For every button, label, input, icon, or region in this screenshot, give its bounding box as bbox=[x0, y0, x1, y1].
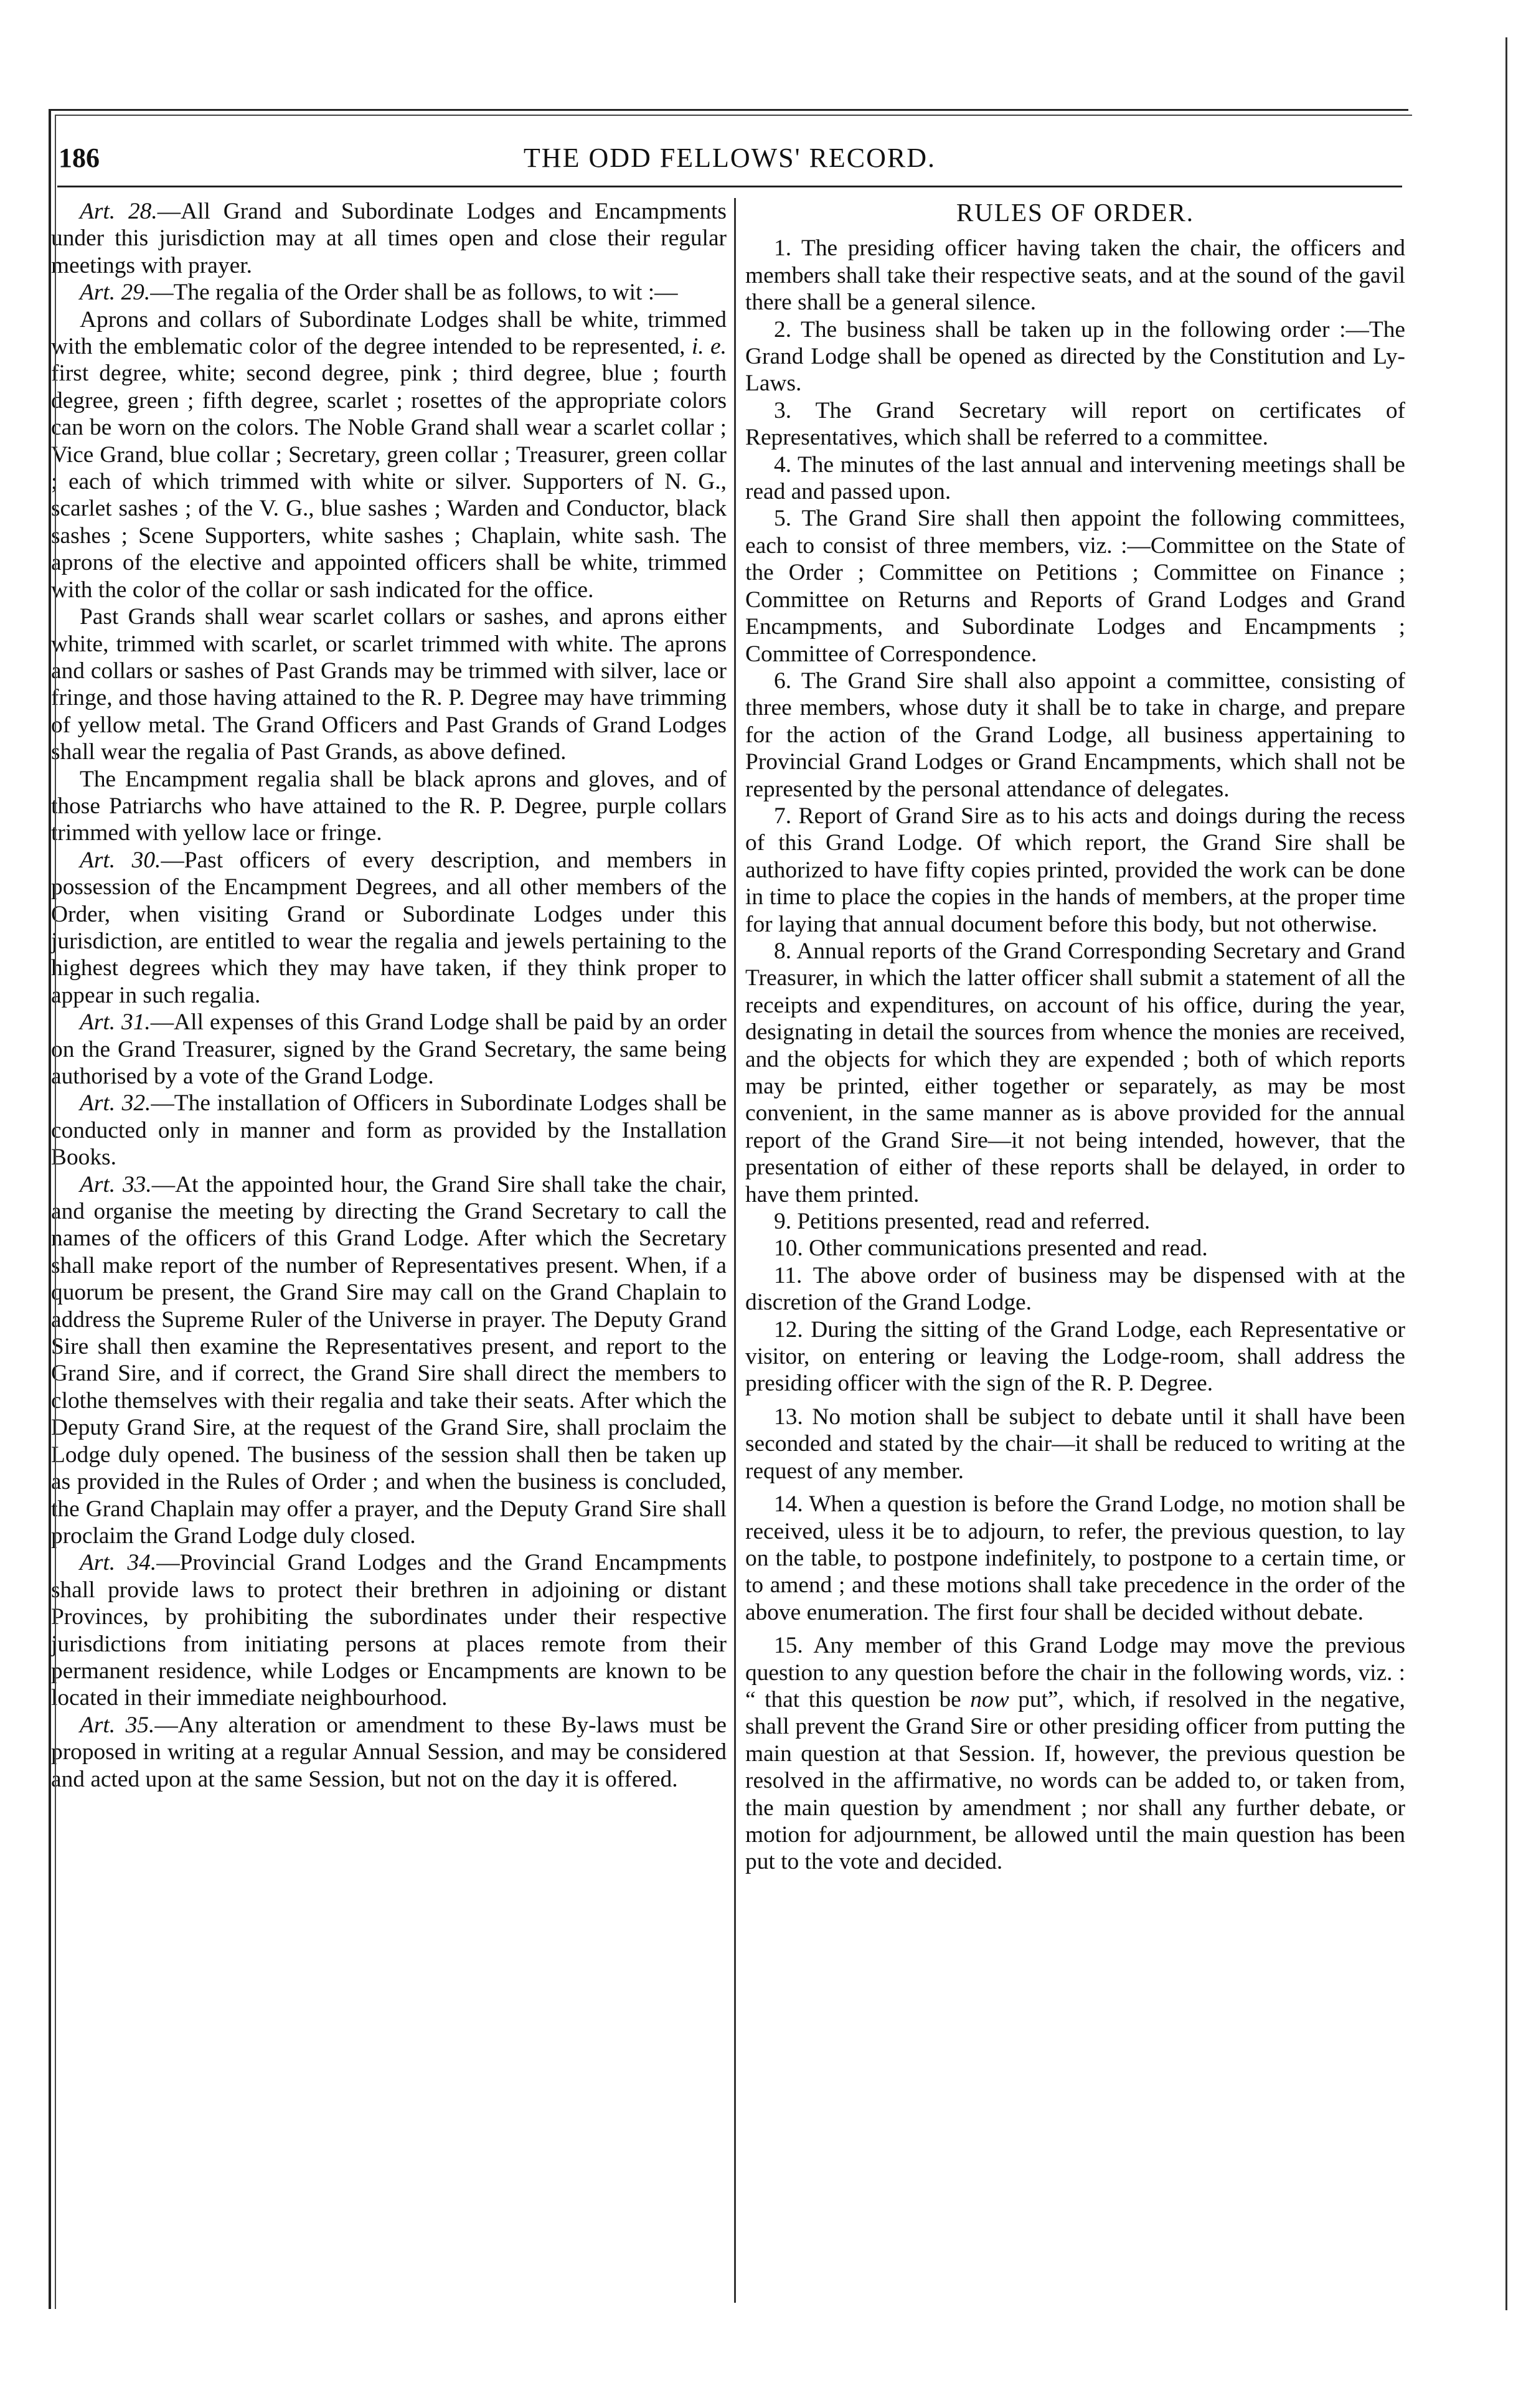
rule-6: 6. The Grand Sire shall also appoint a committee, consisting of three members, whose duty it shall be to take in charge, and prepare for the action of the Grand Lodge, all business appertaining to Provincial Grand Lodges or Grand Encampments, which shall not be represented by the personal attendance of delegates. bbox=[745, 668, 1405, 802]
left-column bbox=[51, 198, 727, 2290]
rule-15 bbox=[745, 1632, 1405, 1876]
article-text: —The regalia of the Order shall be as follows, to wit :— bbox=[150, 280, 678, 306]
rule-text: 15. Any member of this Grand Lodge may move the previous question to any question before the chair in the following words, viz. : “ that this question be bbox=[745, 1633, 1405, 1712]
column-divider bbox=[734, 198, 736, 2303]
article-34 bbox=[51, 1549, 727, 1711]
rule-5: 5. The Grand Sire shall then appoint the following committees, each to consist of three members, viz. :—Committee on the State of the Order ; Committee on Petitions ; Committee on Finance ; Committee on Returns and Reports of Grand Lodges and Grand Encampments, and Subordinate Lodges and Encampments ; Committee of Correspondence. bbox=[745, 506, 1405, 667]
article-label: Art. 31. bbox=[80, 1009, 151, 1036]
rule-10: 10. Other communications presented and read. bbox=[774, 1235, 1208, 1262]
article-28 bbox=[51, 198, 727, 279]
article-35 bbox=[51, 1712, 727, 1793]
rule-text: put”, which, if resolved in the negative, shall prevent the Grand Sire or other presiding officer from putting the main question at that Session. If, however, the previous question be resolved in the affirmative, no words can be added to, or taken from, the main question by amendment ; nor shall any further debate, or motion for adjournment, be allowed until the main question has been put to the vote and decided. bbox=[745, 1686, 1405, 1875]
article-text: —Provincial Grand Lodges and the Grand Encampments shall provide laws to protect their brethren in adjoining or distant Provinces, by prohibiting the subordinates under their respective jurisdictions from initiating persons at places remote from their permanent residence, while Lodges or Encampments are known to be located in their immediate neighbourhood. bbox=[51, 1550, 727, 1711]
article-text: —The installation of Officers in Subordinate Lodges shall be conducted only in manner and form as provided by the Installation Books. bbox=[51, 1090, 727, 1171]
rule-14: 14. When a question is before the Grand Lodge, no motion shall be received, uless it be to adjourn, to refer, the previous question, to lay on the table, to postpone indefinitely, to postpone to a certain time, or to amend ; and these motions shall take precedence in the order of the above enumeration. The first four shall be decided without debate. bbox=[745, 1491, 1405, 1625]
article-31 bbox=[51, 1009, 727, 1090]
rule-7: 7. Report of Grand Sire as to his acts and doings during the recess of this Grand Lodge. Of which report, the Grand Sire shall be authorized to have fifty copies printed, provided the work can be done in time to place the copies in the hands of members, at the proper time for laying that annual document before this body, but not otherwise. bbox=[745, 803, 1405, 937]
ie-abbreviation: i. e. bbox=[691, 334, 727, 360]
article-label: Art. 35. bbox=[80, 1712, 155, 1738]
right-page-edge bbox=[1505, 37, 1507, 2310]
article-text: —At the appointed hour, the Grand Sire shall take the chair, and organise the meeting by directing the Grand Secretary to call the names of the officers of this Grand Lodge. After which the Secretary shall make report of the number of Representatives present. When, if a quorum be present, the Grand Sire may call on the Grand Chaplain to address the Supreme Ruler of the Universe in prayer. The Deputy Grand Sire shall then examine the Representatives present, and report to the Grand Sire, and if correct, the Grand Sire shall direct the members to clothe themselves with their regalia and take their seats. After which the Deputy Grand Sire, at the request of the Grand Sire, shall proclaim the Lodge duly opened. The business of the session shall then be taken up as provided in the Rules of Order ; and when the business is concluded, the Grand Chaplain may offer a prayer, and the Deputy Grand Sire shall proclaim the Grand Lodge duly closed. bbox=[51, 1171, 727, 1549]
article-29 bbox=[51, 279, 727, 306]
article-label: Art. 33. bbox=[80, 1171, 152, 1197]
rule-3: 3. The Grand Secretary will report on certificates of Representatives, which shall be referred to a committee. bbox=[745, 397, 1405, 451]
right-column bbox=[745, 198, 1405, 2290]
article-text: —Any alteration or amendment to these By-laws must be proposed in writing at a regular Annual Session, and may be considered and acted upon at the same Session, but not on the day it is offered. bbox=[51, 1712, 727, 1792]
paragraph-text: first degree, white; second degree, pink ; third degree, blue ; fourth degree, green ; fifth degree, scarlet ; rosettes of the appropriate colors can be worn on the colors. The Noble Grand shall wear a scarlet collar ; Vice Grand, blue collar ; Secretary, green collar ; Treasurer, green collar ; each of which trimmed with white or silver. Supporters of N. G., scarlet sashes ; of the V. G., blue sashes ; Warden and Conductor, black sashes ; Scene Supporters, white sashes ; Chaplain, white sash. The aprons of the elective and appointed officers shall be white, trimmed with the color of the collar or sash indicated for the office. bbox=[51, 361, 727, 603]
rule-1: 1. The presiding officer having taken the chair, the officers and members shall take their respective seats, and at the sound of the gavil there shall be a general silence. bbox=[745, 235, 1405, 316]
article-32 bbox=[51, 1090, 727, 1171]
article-label: Art. 28. bbox=[80, 199, 158, 224]
rule-11: 11. The above order of business may be dispensed with at the discretion of the Grand Lodge. bbox=[745, 1262, 1405, 1316]
regalia-past-grands-paragraph: Past Grands shall wear scarlet collars or sashes, and aprons either white, trimmed with scarlet, or scarlet trimmed with white. The aprons and collars or sashes of Past Grands may be trimmed with silver, lace or fringe, and those having attained to the R. P. Degree may have trimming of yellow metal. The Grand Officers and Past Grands of Grand Lodges shall wear the regalia of Past Grands, as above defined. bbox=[51, 604, 727, 765]
paragraph-text: Aprons and collars of Subordinate Lodges shall be white, trimmed with the emblematic color of the degree intended to be represented, bbox=[51, 306, 727, 360]
regalia-subordinate-paragraph bbox=[51, 306, 727, 603]
rule-9: 9. Petitions presented, read and referred. bbox=[774, 1209, 1151, 1235]
running-title: THE ODD FELLOWS' RECORD. bbox=[523, 143, 936, 173]
rule-8: 8. Annual reports of the Grand Corresponding Secretary and Grand Treasurer, in which the latter officer shall submit a statement of all the receipts and expenditures, on account of his office, during the year, designating in detail the sources from whence the monies are received, and the objects for which they are expended ; both of which reports may be printed, either together or separately, as may be most convenient, in the same manner as is above provided for the annual report of the Grand Sire—it not being intended, however, that the presentation of either of these reports shall be delayed, in order to have them printed. bbox=[745, 938, 1405, 1207]
article-label: Art. 34. bbox=[80, 1550, 157, 1576]
header-rule bbox=[57, 186, 1402, 187]
rule-4: 4. The minutes of the last annual and intervening meetings shall be read and passed upon. bbox=[745, 451, 1405, 505]
emphasized-word: now bbox=[970, 1686, 1009, 1712]
article-text: —Past officers of every description, and members in possession of the Encampment Degrees, and all other members of the Order, when visiting Grand or Subordinate Lodges under this jurisdiction, are entitled to wear the regalia and jewels pertaining to the highest degrees which they may have taken, if they think proper to appear in such regalia. bbox=[51, 847, 727, 1008]
rules-of-order-heading: RULES OF ORDER. bbox=[956, 198, 1194, 227]
article-30 bbox=[51, 847, 727, 1009]
page-header bbox=[51, 142, 1408, 186]
page-number: 186 bbox=[59, 143, 100, 173]
article-label: Art. 32. bbox=[80, 1090, 151, 1117]
rule-13: 13. No motion shall be subject to debate until it shall have been seconded and stated by the chair—it shall be reduced to writing at the request of any member. bbox=[745, 1404, 1405, 1484]
article-label: Art. 29. bbox=[80, 280, 151, 306]
regalia-encampment-paragraph: The Encampment regalia shall be black aprons and gloves, and of those Patriarchs who have attained to the R. P. Degree, purple collars trimmed with yellow lace or fringe. bbox=[51, 766, 727, 846]
article-33 bbox=[51, 1171, 727, 1550]
article-text: —All Grand and Subordinate Lodges and Encampments under this jurisdiction may at all times open and close their regular meetings with prayer. bbox=[51, 199, 727, 278]
rule-12: 12. During the sitting of the Grand Lodge, each Representative or visitor, on entering or leaving the Lodge-room, shall address the presiding officer with the sign of the R. P. Degree. bbox=[745, 1316, 1405, 1397]
rule-2: 2. The business shall be taken up in the following order :—The Grand Lodge shall be opened as directed by the Constitution and Ly-Laws. bbox=[745, 316, 1405, 397]
page-frame bbox=[49, 109, 1408, 2309]
article-label: Art. 30. bbox=[80, 847, 161, 873]
article-text: —All expenses of this Grand Lodge shall be paid by an order on the Grand Treasurer, signed by the Grand Secretary, the same being authorised by a vote of the Grand Lodge. bbox=[51, 1009, 727, 1089]
